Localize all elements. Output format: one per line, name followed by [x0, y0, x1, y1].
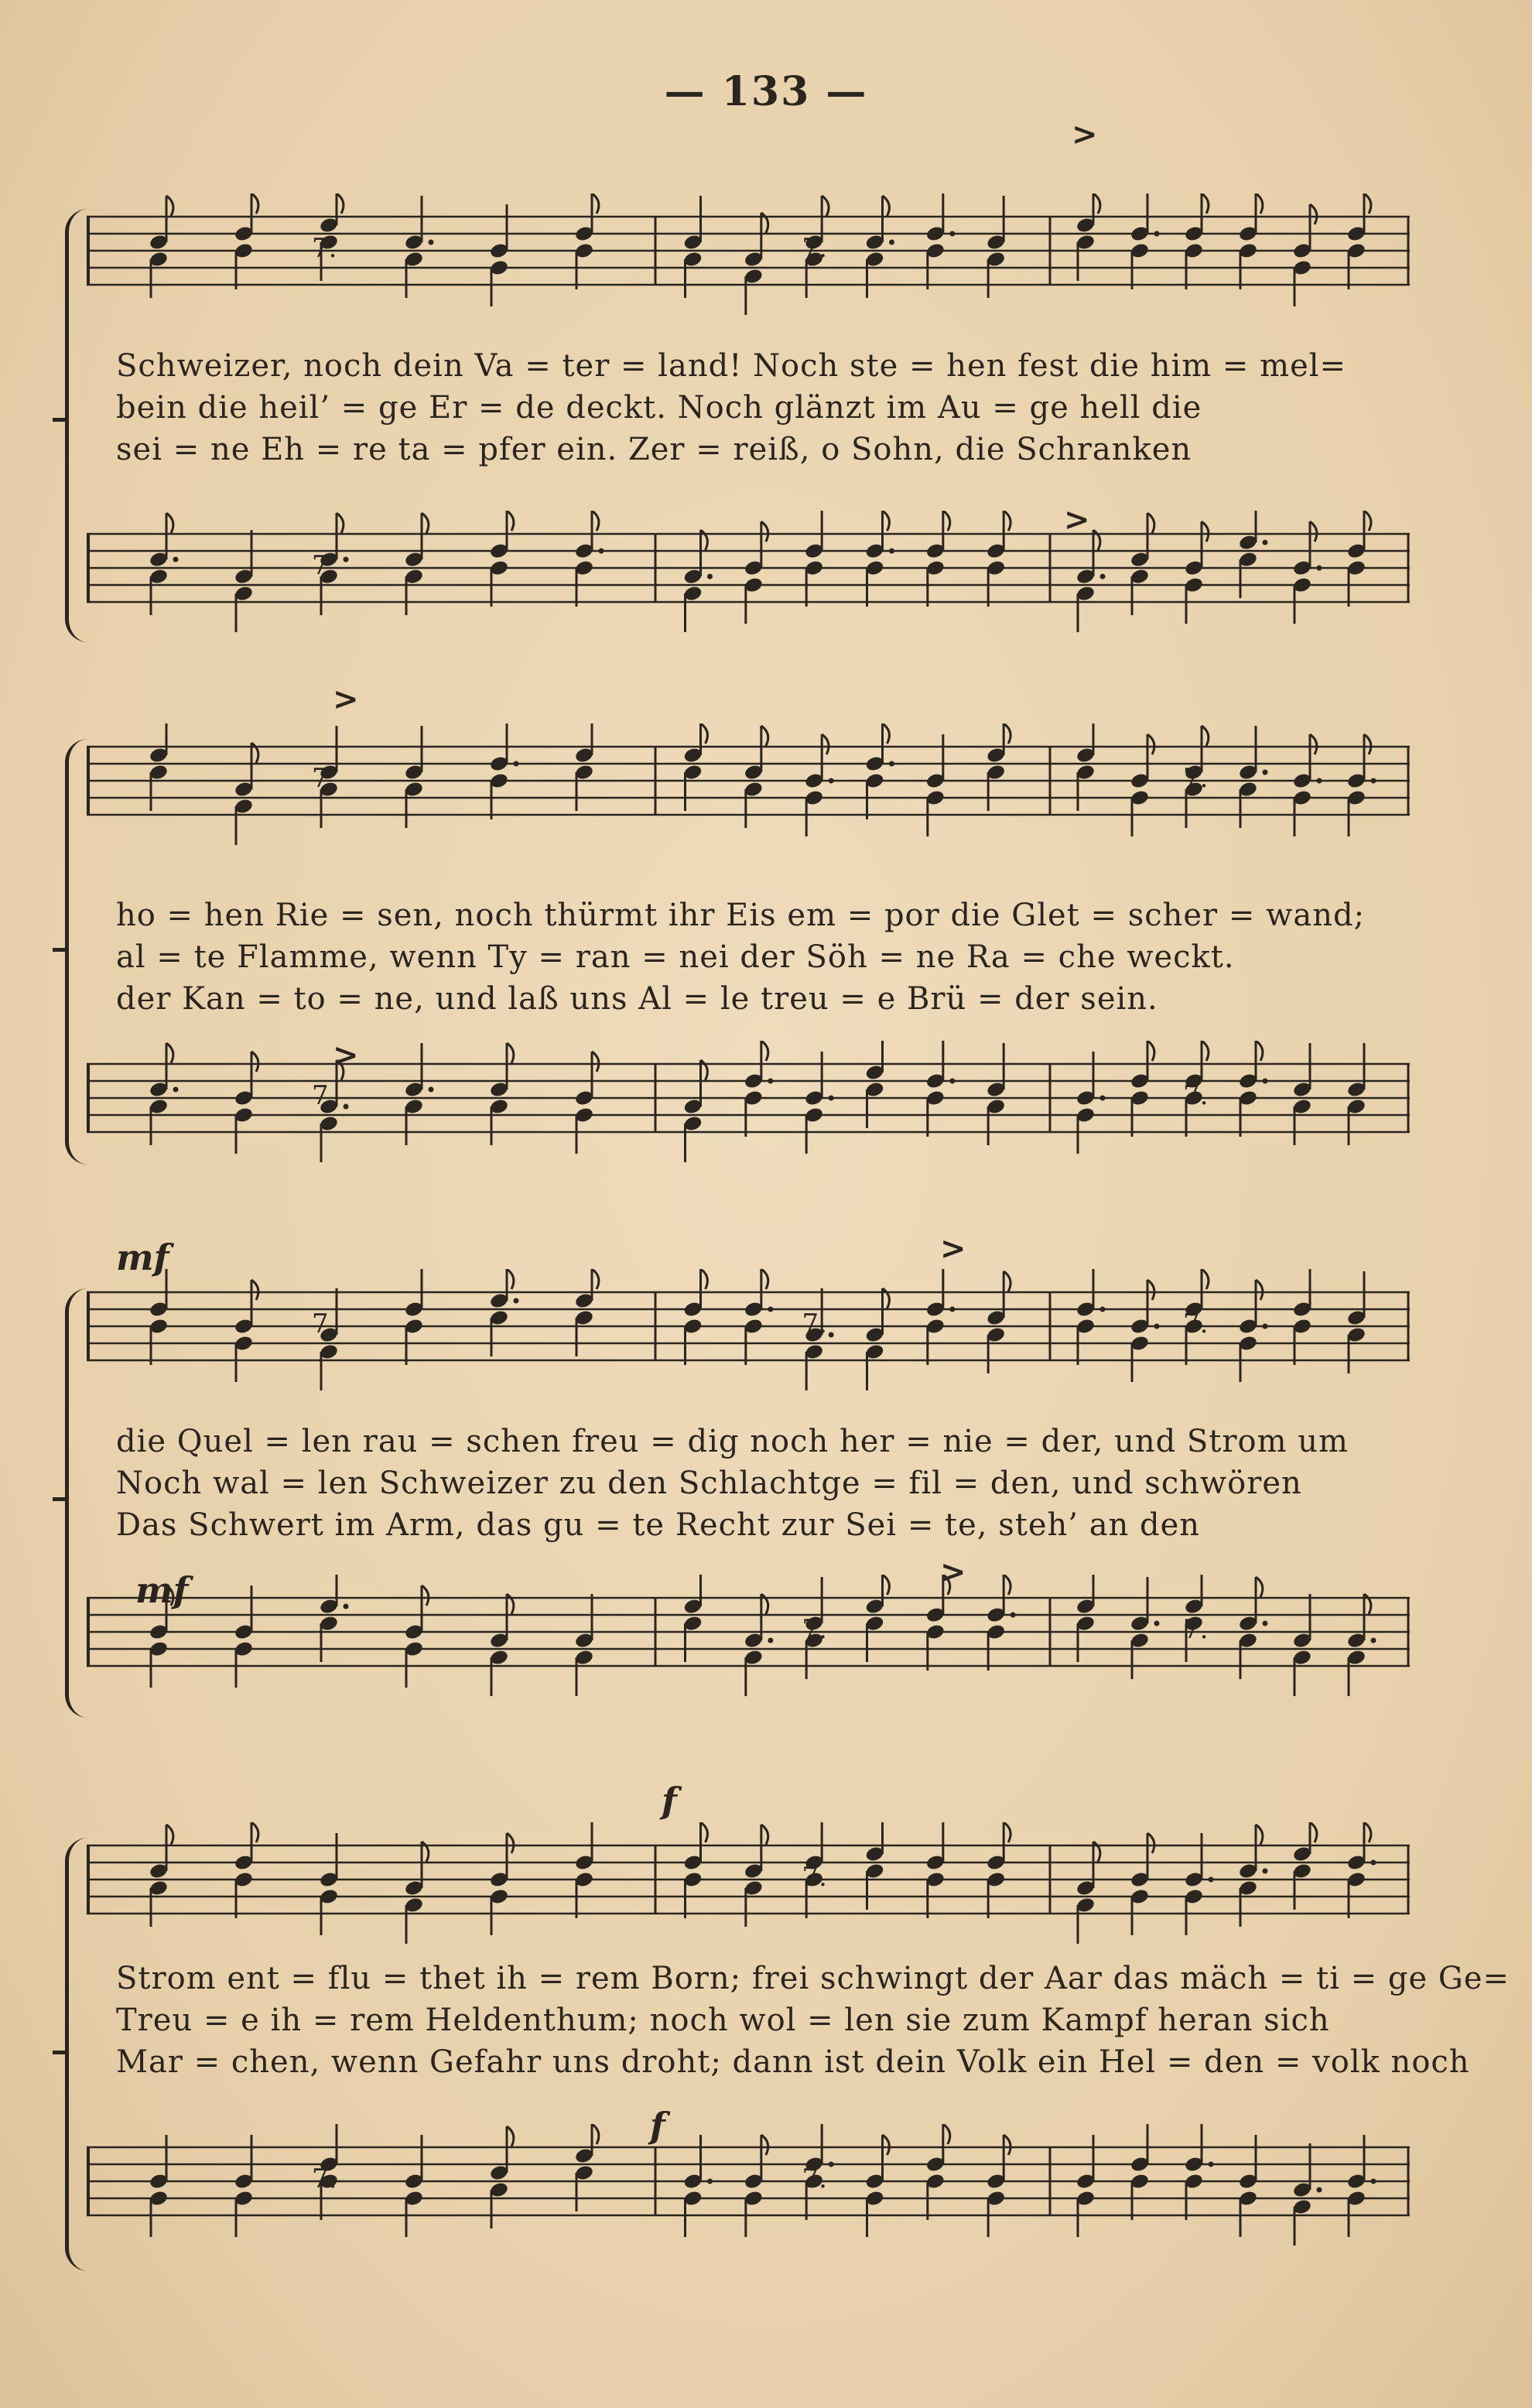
- lower-staff-lines: [87, 1575, 1410, 1714]
- accent-mark: >: [940, 1554, 966, 1590]
- rest-symbol: 7.: [312, 1308, 337, 1339]
- rest-symbol: 7.: [802, 1862, 827, 1893]
- note-dot: [768, 1638, 773, 1644]
- note-dot: [949, 1079, 955, 1084]
- upper-staff-lines: [87, 1822, 1410, 1962]
- note-dot: [514, 1298, 519, 1304]
- lower-staff: [87, 511, 1410, 650]
- note-dot: [949, 1307, 955, 1312]
- dynamic-f: f: [650, 2105, 665, 2146]
- accent-mark: >: [333, 681, 359, 717]
- note-dot: [1371, 1860, 1376, 1866]
- note-dot: [1011, 1613, 1016, 1618]
- note-dot: [1317, 566, 1322, 571]
- note-dot: [889, 240, 894, 245]
- lyrics-block: [116, 894, 1416, 1020]
- lower-staff: [87, 1575, 1410, 1714]
- note-dot: [1263, 1621, 1268, 1626]
- note-dot: [1263, 770, 1268, 775]
- rest-symbol: 7.: [312, 763, 337, 794]
- lyric-verse-2: Noch wal = len Schweizer zu den Schlachtge = fil = den, und schwören: [116, 1466, 1302, 1501]
- note-dot: [829, 1332, 834, 1338]
- note-dot: [889, 549, 894, 554]
- note-dot: [1371, 2179, 1376, 2184]
- note-dot: [1263, 1869, 1268, 1874]
- rest-symbol: 7.: [312, 1080, 337, 1111]
- rest-symbol: 7.: [802, 1308, 827, 1339]
- accent-mark: >: [1064, 501, 1090, 538]
- note-dot: [707, 2179, 713, 2184]
- rest-symbol: 7.: [802, 233, 827, 264]
- note-dot: [1317, 2187, 1322, 2193]
- accent-mark: >: [333, 1037, 359, 1073]
- note-dot: [344, 557, 349, 563]
- note-dot: [949, 231, 955, 237]
- rest-symbol: 7.: [1183, 1308, 1209, 1339]
- dynamic-f: f: [662, 1780, 677, 1821]
- note-dot: [1100, 1307, 1106, 1312]
- lyric-verse-1: die Quel = len rau = schen freu = dig noch her = nie = der, und Strom um: [116, 1424, 1349, 1459]
- lower-staff: [87, 1041, 1410, 1180]
- note-dot: [344, 1104, 349, 1110]
- lyric-verse-3: Mar = chen, wenn Gefahr uns droht; dann ist dein Volk ein Hel = den = volk noch: [116, 2044, 1470, 2080]
- upper-staff-lines: [87, 723, 1410, 863]
- lyric-verse-2: al = te Flamme, wenn Ty = ran = nei der Söh = ne Ra = che weckt.: [116, 939, 1235, 975]
- rest-symbol: 7.: [1183, 1614, 1209, 1645]
- lyrics-block: [116, 345, 1416, 470]
- note-dot: [173, 557, 179, 563]
- rest-symbol: 7.: [312, 233, 337, 264]
- note-dot: [514, 761, 519, 767]
- note-dot: [1263, 540, 1268, 546]
- lower-staff-lines: [87, 2124, 1410, 2263]
- note-dot: [1154, 231, 1160, 237]
- rest-symbol: 7.: [802, 1614, 827, 1645]
- note-dot: [889, 761, 894, 767]
- rest-symbol: 7.: [1183, 1080, 1209, 1111]
- page-number: — 133 —: [664, 68, 868, 115]
- lower-staff-lines: [87, 1041, 1410, 1180]
- note-dot: [829, 2162, 834, 2167]
- lyrics-block: [116, 1421, 1416, 1546]
- note-dot: [768, 1079, 773, 1084]
- note-dot: [1154, 1324, 1160, 1329]
- upper-staff-lines: [87, 193, 1410, 333]
- lyric-verse-3: sei = ne Eh = re ta = pfer ein. Zer = reiß, o Sohn, die Schranken: [116, 432, 1192, 467]
- note-dot: [1209, 1877, 1214, 1883]
- lyric-verse-1: ho = hen Rie = sen, noch thürmt ihr Eis em = por die Glet = scher = wand;: [116, 898, 1366, 933]
- note-dot: [1317, 778, 1322, 784]
- note-dot: [1154, 1621, 1160, 1626]
- lyric-verse-2: Treu = e ih = rem Heldenthum; noch wol = len sie zum Kampf heran sich: [116, 2003, 1330, 2038]
- note-dot: [829, 778, 834, 784]
- lyric-verse-2: bein die heil’ = ge Er = de deckt. Noch glänzt im Au = ge hell die: [116, 390, 1202, 426]
- note-dot: [829, 1096, 834, 1101]
- dynamic-mf: mf: [135, 1569, 189, 1611]
- note-dot: [344, 1604, 349, 1609]
- note-dot: [1209, 2162, 1214, 2167]
- note-dot: [599, 549, 604, 554]
- note-dot: [707, 574, 713, 580]
- note-dot: [1371, 1638, 1376, 1644]
- note-dot: [173, 1087, 179, 1093]
- lower-staff-lines: [87, 511, 1410, 650]
- note-dot: [429, 1087, 434, 1093]
- note-dot: [1100, 1096, 1106, 1101]
- rest-symbol: 7.: [802, 2163, 827, 2194]
- accent-mark: >: [1072, 116, 1098, 152]
- upper-staff: [87, 193, 1410, 333]
- lyric-verse-1: Schweizer, noch dein Va = ter = land! Noch ste = hen fest die him = mel=: [116, 348, 1347, 384]
- dynamic-mf: mf: [116, 1236, 169, 1278]
- rest-symbol: 7.: [312, 550, 337, 581]
- upper-staff: [87, 1269, 1410, 1408]
- upper-staff: [87, 1822, 1410, 1962]
- note-dot: [1263, 1079, 1268, 1084]
- upper-staff-lines: [87, 1269, 1410, 1408]
- lower-staff: [87, 2124, 1410, 2263]
- lyrics-block: [116, 1958, 1510, 2083]
- upper-staff: [87, 723, 1410, 863]
- lyric-verse-3: Das Schwert im Arm, das gu = te Recht zur Sei = te, steh’ an den: [116, 1507, 1201, 1543]
- note-dot: [768, 1307, 773, 1312]
- rest-symbol: 7.: [1183, 763, 1209, 794]
- rest-symbol: 7.: [312, 2163, 337, 2194]
- lyric-verse-1: Strom ent = flu = thet ih = rem Born; frei schwingt der Aar das mäch = ti = ge Ge=: [116, 1961, 1510, 1996]
- note-dot: [1100, 574, 1106, 580]
- lyric-verse-3: der Kan = to = ne, und laß uns Al = le treu = e Brü = der sein.: [116, 981, 1158, 1017]
- note-dot: [1263, 1324, 1268, 1329]
- accent-mark: >: [940, 1230, 966, 1267]
- note-dot: [1371, 778, 1376, 784]
- note-dot: [429, 240, 434, 245]
